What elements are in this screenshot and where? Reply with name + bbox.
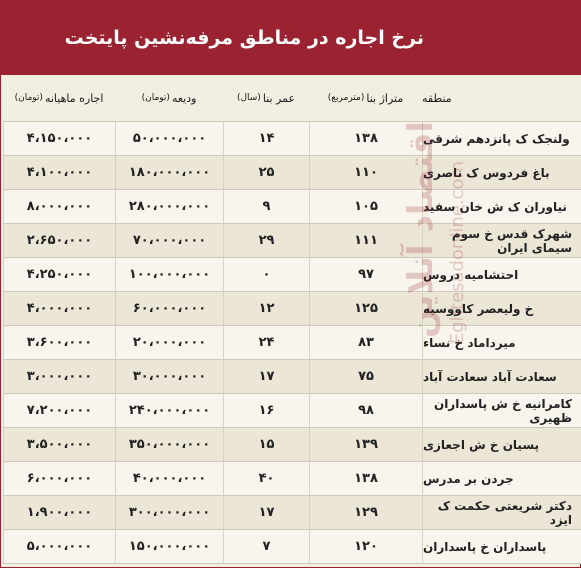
age-cell: ۱۵ bbox=[223, 428, 309, 462]
rent-table bbox=[3, 75, 580, 564]
area-cell: ۱۳۸ bbox=[309, 462, 422, 496]
watermark-en: Eghtesadonline.com bbox=[447, 161, 468, 345]
rent-cell: ۳،۵۰۰،۰۰۰ bbox=[3, 428, 115, 462]
rent-cell: ۶،۰۰۰،۰۰۰ bbox=[3, 462, 115, 496]
deposit-cell: ۶۰،۰۰۰،۰۰۰ bbox=[115, 292, 223, 326]
deposit-cell: ۱۵۰،۰۰۰،۰۰۰ bbox=[115, 530, 223, 564]
deposit-cell: ۱۰۰،۰۰۰،۰۰۰ bbox=[115, 258, 223, 292]
region-cell: پاسداران خ پاسداران bbox=[422, 530, 581, 564]
rent-cell: ۴،۰۰۰،۰۰۰ bbox=[3, 292, 115, 326]
header-rent-unit: (تومان) bbox=[14, 93, 43, 103]
region-cell: سعادت آباد سعادت آباد bbox=[422, 360, 581, 394]
age-cell: ۱۷ bbox=[223, 360, 309, 394]
region-cell: ولنجک ک پانزدهم شرقی bbox=[422, 122, 581, 156]
deposit-cell: ۳۰،۰۰۰،۰۰۰ bbox=[115, 360, 223, 394]
header-age bbox=[223, 75, 309, 122]
region-cell: نیاوران ک ش خان سفید bbox=[422, 190, 581, 224]
deposit-cell: ۵۰،۰۰۰،۰۰۰ bbox=[115, 122, 223, 156]
age-cell: ۱۷ bbox=[223, 496, 309, 530]
area-cell: ۱۲۵ bbox=[309, 292, 422, 326]
table-title: نرخ اجاره در مناطق مرفه‌نشین پایتخت bbox=[1, 1, 580, 75]
region-cell: پسیان خ ش اجعازی bbox=[422, 428, 581, 462]
rent-cell: ۲،۶۵۰،۰۰۰ bbox=[3, 224, 115, 258]
area-cell: ۱۲۰ bbox=[309, 530, 422, 564]
area-cell: ۸۳ bbox=[309, 326, 422, 360]
age-cell: ۱۴ bbox=[223, 122, 309, 156]
header-age-label: عمر بنا bbox=[262, 91, 296, 105]
rent-cell: ۸،۰۰۰،۰۰۰ bbox=[3, 190, 115, 224]
deposit-cell: ۲۸۰،۰۰۰،۰۰۰ bbox=[115, 190, 223, 224]
area-cell: ۱۳۹ bbox=[309, 428, 422, 462]
age-cell: ۷ bbox=[223, 530, 309, 564]
age-cell: ۰ bbox=[223, 258, 309, 292]
rent-cell: ۴،۱۵۰،۰۰۰ bbox=[3, 122, 115, 156]
deposit-cell: ۷۰،۰۰۰،۰۰۰ bbox=[115, 224, 223, 258]
header-deposit-unit: (تومان) bbox=[141, 93, 170, 103]
region-cell: احتشامیه دروس bbox=[422, 258, 581, 292]
header-region bbox=[422, 75, 581, 122]
header-area-label: متراژ بنا bbox=[366, 91, 404, 105]
header-rent bbox=[3, 75, 115, 122]
area-cell: ۱۱۰ bbox=[309, 156, 422, 190]
header-rent-label: اجاره ماهیانه bbox=[44, 91, 104, 105]
deposit-cell: ۳۰۰،۰۰۰،۰۰۰ bbox=[115, 496, 223, 530]
deposit-cell: ۳۵۰،۰۰۰،۰۰۰ bbox=[115, 428, 223, 462]
rent-cell: ۴،۲۵۰،۰۰۰ bbox=[3, 258, 115, 292]
region-cell: کامرانیه خ ش پاسداران ظهیری bbox=[422, 394, 581, 428]
age-cell: ۹ bbox=[223, 190, 309, 224]
age-cell: ۴۰ bbox=[223, 462, 309, 496]
area-cell: ۱۳۸ bbox=[309, 122, 422, 156]
area-cell: ۹۸ bbox=[309, 394, 422, 428]
deposit-cell: ۴۰،۰۰۰،۰۰۰ bbox=[115, 462, 223, 496]
watermark-fa: اقتصاد آنلاین bbox=[401, 121, 441, 338]
region-cell: شهرک قدس خ سوم سیمای ایران bbox=[422, 224, 581, 258]
area-cell: ۱۰۵ bbox=[309, 190, 422, 224]
header-region-label: منطقه bbox=[422, 91, 452, 105]
header-age-unit: (سال) bbox=[236, 93, 261, 103]
age-cell: ۱۲ bbox=[223, 292, 309, 326]
rent-cell: ۷،۲۰۰،۰۰۰ bbox=[3, 394, 115, 428]
deposit-cell: ۲۰،۰۰۰،۰۰۰ bbox=[115, 326, 223, 360]
deposit-cell: ۱۸۰،۰۰۰،۰۰۰ bbox=[115, 156, 223, 190]
header-area-unit: (مترمربع) bbox=[327, 93, 365, 103]
area-cell: ۱۱۱ bbox=[309, 224, 422, 258]
region-cell: باغ فردوس ک ناصری bbox=[422, 156, 581, 190]
age-cell: ۲۵ bbox=[223, 156, 309, 190]
area-cell: ۹۷ bbox=[309, 258, 422, 292]
region-cell: دکتر شریعتی حکمت ک ایزد bbox=[422, 496, 581, 530]
rent-cell: ۴،۱۰۰،۰۰۰ bbox=[3, 156, 115, 190]
age-cell: ۲۹ bbox=[223, 224, 309, 258]
region-cell: میرداماد خ نساء bbox=[422, 326, 581, 360]
region-cell: خ ولیعصر کاووسیه bbox=[422, 292, 581, 326]
rent-cell: ۱،۹۰۰،۰۰۰ bbox=[3, 496, 115, 530]
age-cell: ۱۶ bbox=[223, 394, 309, 428]
header-deposit bbox=[115, 75, 223, 122]
rent-cell: ۳،۰۰۰،۰۰۰ bbox=[3, 360, 115, 394]
area-cell: ۱۲۹ bbox=[309, 496, 422, 530]
region-cell: جردن بر مدرس bbox=[422, 462, 581, 496]
rent-cell: ۳،۶۰۰،۰۰۰ bbox=[3, 326, 115, 360]
header-area bbox=[309, 75, 422, 122]
rent-cell: ۵،۰۰۰،۰۰۰ bbox=[3, 530, 115, 564]
age-cell: ۲۴ bbox=[223, 326, 309, 360]
header-deposit-label: ودیعه bbox=[171, 91, 197, 105]
deposit-cell: ۲۴۰،۰۰۰،۰۰۰ bbox=[115, 394, 223, 428]
area-cell: ۷۵ bbox=[309, 360, 422, 394]
